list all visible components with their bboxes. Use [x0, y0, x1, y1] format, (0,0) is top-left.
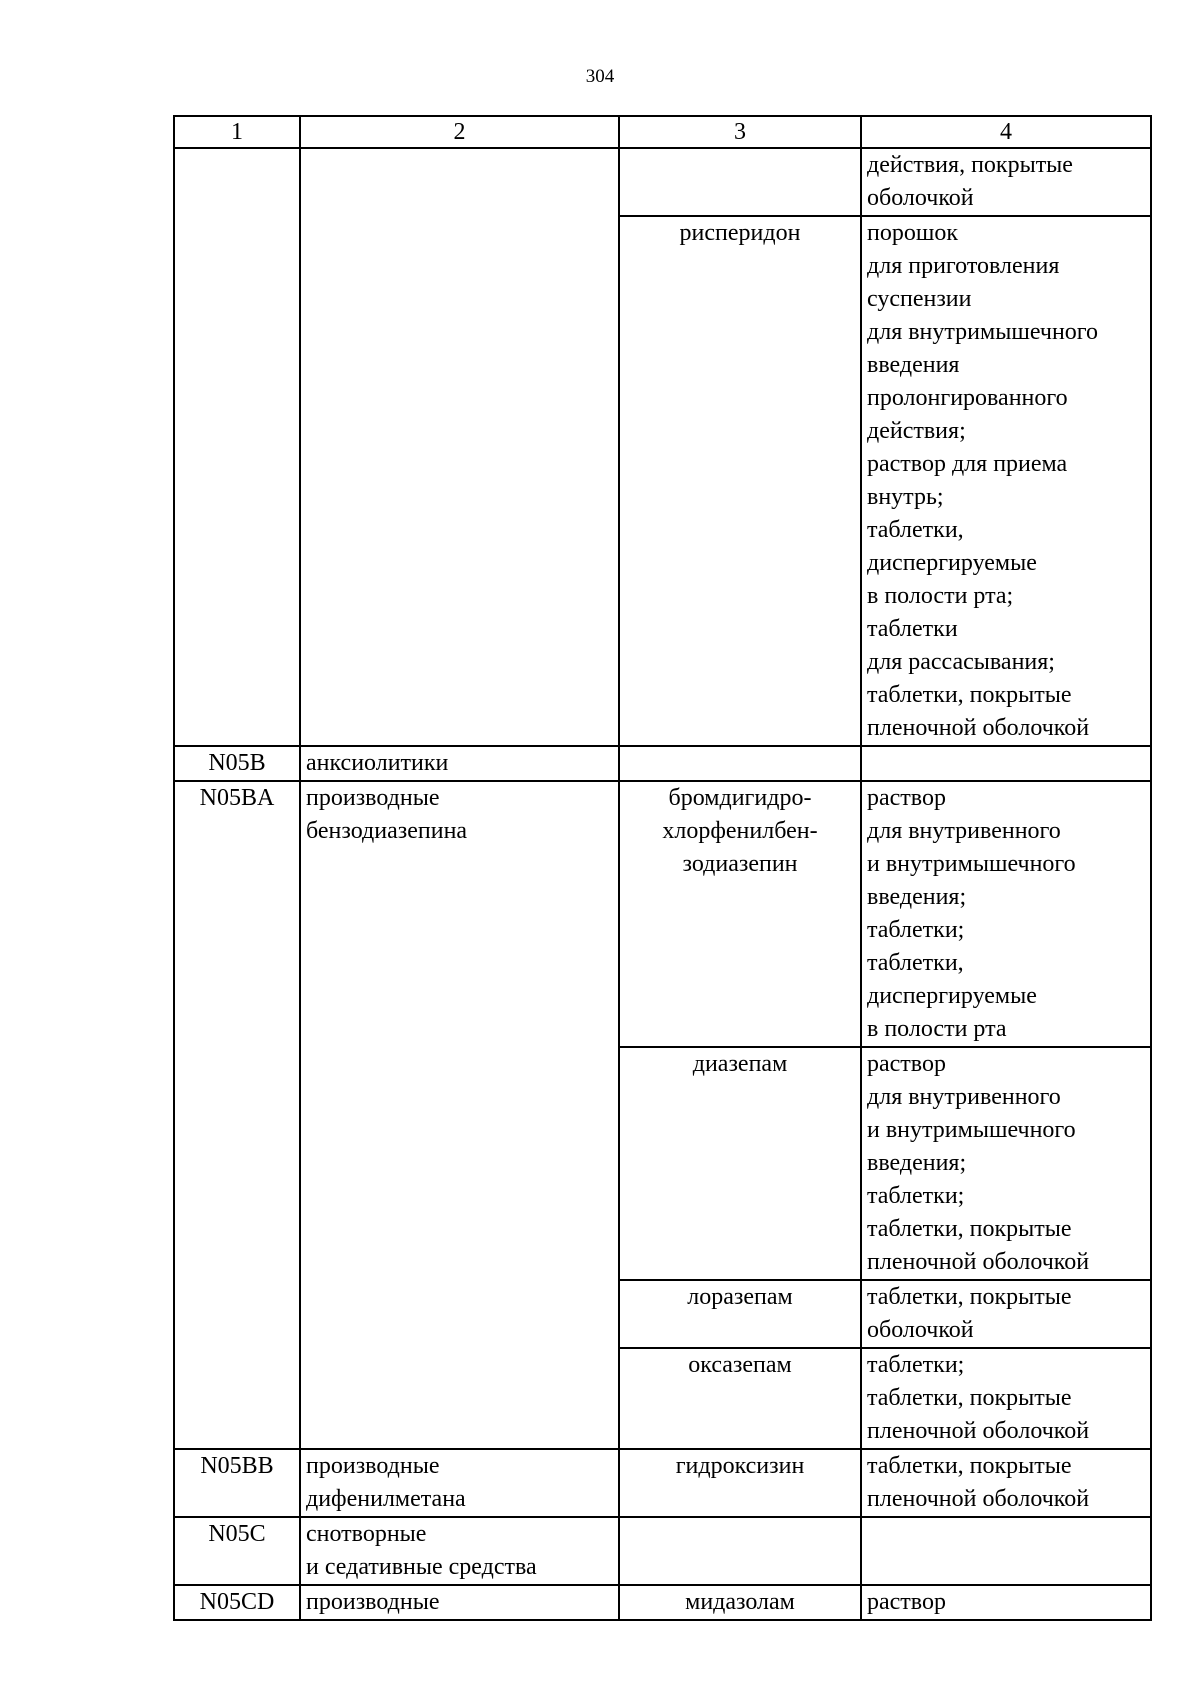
- form-line: таблетки, покрытые: [867, 1284, 1072, 1310]
- atc-code-cell: N05B: [174, 746, 300, 781]
- atc-code-cell: N05BA: [174, 781, 300, 1449]
- form-line: раствор: [867, 1589, 946, 1615]
- form-line: таблетки, покрытые: [867, 682, 1072, 708]
- column-header-3: 3: [619, 116, 861, 148]
- table-row: [174, 148, 1151, 216]
- form-line: для внутривенного: [867, 818, 1061, 844]
- form-line: для внутривенного: [867, 1084, 1061, 1110]
- form-line: действия, покрытые: [867, 152, 1073, 178]
- form-line: внутрь;: [867, 484, 944, 510]
- forms-cell: [861, 1047, 1151, 1280]
- table-row: [174, 1517, 1151, 1585]
- form-line: пленочной оболочкой: [867, 1249, 1090, 1275]
- form-line: диспергируемые: [867, 983, 1037, 1009]
- form-line: введения;: [867, 1150, 967, 1176]
- forms-cell: [861, 216, 1151, 746]
- drug-cell: [619, 1585, 861, 1620]
- forms-cell: [861, 1280, 1151, 1348]
- group-line: бензодиазепина: [306, 818, 468, 844]
- form-line: пленочной оболочкой: [867, 1486, 1090, 1512]
- form-line: действия;: [867, 418, 966, 444]
- group-line: и седативные средства: [306, 1554, 537, 1580]
- drug-name: оксазепам: [688, 1352, 792, 1378]
- atc-code-cell: [174, 148, 300, 746]
- drug-name: зодиазепин: [682, 851, 798, 877]
- form-line: таблетки;: [867, 1352, 965, 1378]
- form-line: таблетки;: [867, 1183, 965, 1209]
- group-line: производные: [306, 785, 440, 811]
- atc-code-cell: N05BB: [174, 1449, 300, 1517]
- atc-code-cell: N05CD: [174, 1585, 300, 1620]
- drug-name: гидроксизин: [675, 1453, 805, 1479]
- drug-cell: [619, 216, 861, 746]
- group-cell: [300, 1517, 619, 1585]
- form-line: и внутримышечного: [867, 1117, 1076, 1143]
- forms-cell: [861, 148, 1151, 216]
- forms-cell: [861, 1449, 1151, 1517]
- drug-name: лоразепам: [687, 1284, 793, 1310]
- form-line: пролонгированного: [867, 385, 1068, 411]
- form-line: раствор: [867, 1051, 946, 1077]
- drug-table: [173, 115, 1152, 1621]
- drug-name: хлорфенилбен-: [662, 818, 818, 844]
- group-line: снотворные: [306, 1521, 427, 1547]
- form-line: таблетки,: [867, 950, 964, 976]
- drug-cell: [619, 781, 861, 1047]
- form-line: таблетки: [867, 616, 958, 642]
- column-header-4: 4: [861, 116, 1151, 148]
- group-cell: [300, 1449, 619, 1517]
- table-row: [174, 1585, 1151, 1620]
- drug-name: диазепам: [692, 1051, 788, 1077]
- form-line: оболочкой: [867, 1317, 974, 1343]
- form-line: пленочной оболочкой: [867, 715, 1090, 741]
- form-line: порошок: [867, 220, 958, 246]
- drug-cell: [619, 746, 861, 781]
- group-line: производные: [306, 1453, 440, 1479]
- drug-cell: [619, 1348, 861, 1449]
- form-line: суспензии: [867, 286, 972, 312]
- form-line: таблетки,: [867, 517, 964, 543]
- form-line: таблетки;: [867, 917, 965, 943]
- form-line: введения: [867, 352, 960, 378]
- form-line: таблетки, покрытые: [867, 1385, 1072, 1411]
- forms-cell: [861, 1517, 1151, 1585]
- form-line: в полости рта: [867, 1016, 1007, 1042]
- forms-cell: [861, 746, 1151, 781]
- drug-cell: [619, 1517, 861, 1585]
- forms-cell: [861, 1348, 1151, 1449]
- form-line: и внутримышечного: [867, 851, 1076, 877]
- group-cell: [300, 148, 619, 746]
- column-header-2: 2: [300, 116, 619, 148]
- form-line: в полости рта;: [867, 583, 1014, 609]
- drug-cell: [619, 1449, 861, 1517]
- form-line: для приготовления: [867, 253, 1060, 279]
- group-line: производные: [306, 1589, 440, 1615]
- form-line: для внутримышечного: [867, 319, 1099, 345]
- form-line: введения;: [867, 884, 967, 910]
- header-row: [174, 116, 1151, 148]
- group-line: дифенилметана: [306, 1486, 466, 1512]
- form-line: диспергируемые: [867, 550, 1037, 576]
- form-line: пленочной оболочкой: [867, 1418, 1090, 1444]
- form-line: раствор для приема: [867, 451, 1068, 477]
- form-line: для рассасывания;: [867, 649, 1055, 675]
- drug-cell: [619, 1280, 861, 1348]
- table-row: [174, 746, 1151, 781]
- group-line: анксиолитики: [306, 750, 449, 776]
- form-line: таблетки, покрытые: [867, 1453, 1072, 1479]
- page-number: 304: [585, 66, 615, 87]
- form-line: таблетки, покрытые: [867, 1216, 1072, 1242]
- group-cell: [300, 781, 619, 1449]
- drug-cell: [619, 148, 861, 216]
- form-line: раствор: [867, 785, 946, 811]
- drug-name: рисперидон: [679, 220, 801, 246]
- forms-cell: [861, 1585, 1151, 1620]
- atc-code-cell: N05C: [174, 1517, 300, 1585]
- group-cell: [300, 746, 619, 781]
- drug-cell: [619, 1047, 861, 1280]
- form-line: оболочкой: [867, 185, 974, 211]
- drug-name: мидазолам: [685, 1589, 795, 1615]
- table-row: [174, 1449, 1151, 1517]
- forms-cell: [861, 781, 1151, 1047]
- table-row: [174, 781, 1151, 1047]
- drug-name: бромдигидро-: [668, 785, 812, 811]
- group-cell: [300, 1585, 619, 1620]
- column-header-1: 1: [174, 116, 300, 148]
